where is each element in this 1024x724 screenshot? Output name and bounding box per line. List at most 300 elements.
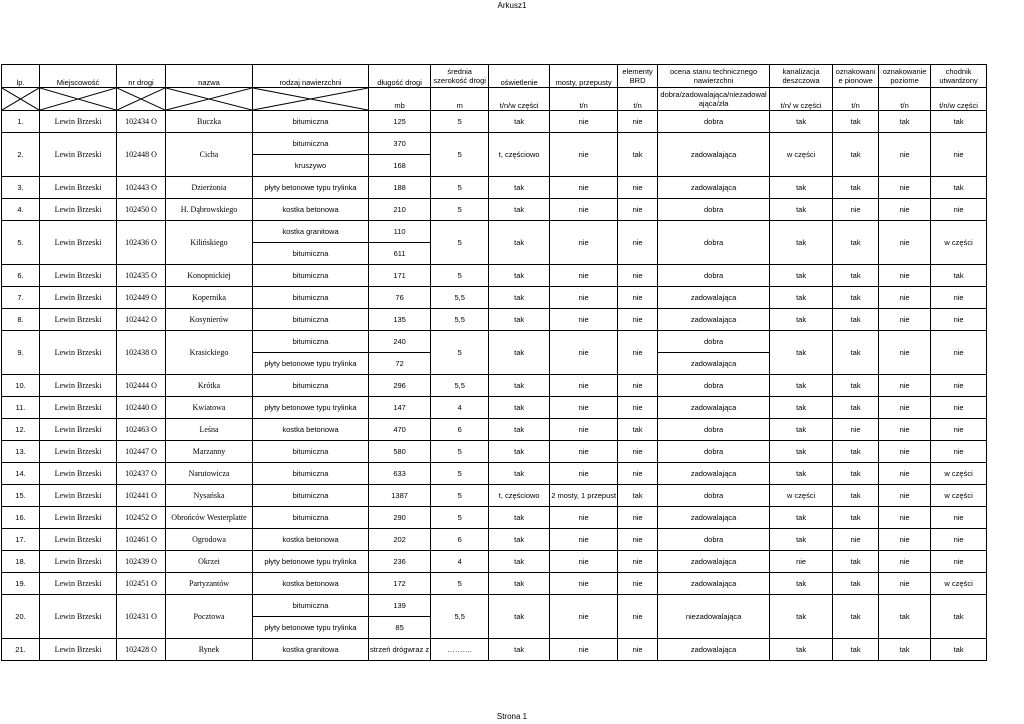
cell-oswietlenie: tak	[489, 595, 550, 639]
cell-pionowe: tak	[833, 551, 879, 573]
cell-ocena: dobra	[658, 199, 770, 221]
cell-nr-drogi: 102434 O	[117, 111, 166, 133]
cell-kanalizacja: tak	[770, 463, 833, 485]
cell-oswietlenie: t, częściowo	[489, 485, 550, 507]
cell-nr-drogi: 102444 O	[117, 375, 166, 397]
cell-chodnik: tak	[931, 111, 987, 133]
cell-nr-drogi: 102439 O	[117, 551, 166, 573]
cell-brd: nie	[618, 287, 658, 309]
cell-miejscowosc: Lewin Brzeski	[40, 529, 117, 551]
cell-szerokosc: 5	[431, 199, 489, 221]
cell-chodnik: nie	[931, 375, 987, 397]
cell-szerokosc: 5,5	[431, 375, 489, 397]
cell-poziome: nie	[879, 331, 931, 375]
cell-brd: nie	[618, 529, 658, 551]
cell-poziome: nie	[879, 287, 931, 309]
cell-poziome: nie	[879, 397, 931, 419]
cell-szerokosc: 5	[431, 177, 489, 199]
cell-lp: 7.	[2, 287, 40, 309]
cell-rodzaj: kostka betonowa	[253, 419, 369, 441]
cell-poziome: nie	[879, 573, 931, 595]
cell-miejscowosc: Lewin Brzeski	[40, 133, 117, 177]
cell-ocena: dobra	[658, 375, 770, 397]
cell-brd: nie	[618, 595, 658, 639]
cell-kanalizacja: tak	[770, 331, 833, 375]
cell-poziome: nie	[879, 507, 931, 529]
cell-nazwa: Partyzantów	[166, 573, 253, 595]
cell-nr-drogi: 102461 O	[117, 529, 166, 551]
cell-mosty: nie	[550, 507, 618, 529]
cell-nazwa: Rynek	[166, 639, 253, 661]
unit-mosty: t/n	[550, 88, 618, 111]
cell-ocena: dobra	[658, 331, 770, 353]
cell-dlugosc: 1387	[369, 485, 431, 507]
unit-poziome: t/n	[879, 88, 931, 111]
cell-pionowe: tak	[833, 507, 879, 529]
cell-miejscowosc: Lewin Brzeski	[40, 507, 117, 529]
table-row	[2, 309, 987, 331]
cell-lp: 2.	[2, 133, 40, 177]
cell-lp: 9.	[2, 331, 40, 375]
cell-chodnik: nie	[931, 309, 987, 331]
table-row	[2, 111, 987, 133]
unit-kanalizacja: t/n/ w części	[770, 88, 833, 111]
unit-brd: t/n	[618, 88, 658, 111]
cell-brd: nie	[618, 375, 658, 397]
cell-poziome: nie	[879, 199, 931, 221]
cell-szerokosc: 5	[431, 573, 489, 595]
cell-ocena: dobra	[658, 111, 770, 133]
cell-nr-drogi: 102442 O	[117, 309, 166, 331]
cell-ocena: dobra	[658, 529, 770, 551]
table-row	[2, 287, 987, 309]
cell-oswietlenie: tak	[489, 287, 550, 309]
cell-nr-drogi: 102436 O	[117, 221, 166, 265]
cell-brd: nie	[618, 309, 658, 331]
table-row	[2, 463, 987, 485]
header-mosty: mosty, przepusty	[550, 65, 618, 88]
cell-szerokosc: 5	[431, 331, 489, 375]
cell-dlugosc: 172	[369, 573, 431, 595]
table-row	[2, 529, 987, 551]
cell-szerokosc: 5	[431, 265, 489, 287]
cell-miejscowosc: Lewin Brzeski	[40, 595, 117, 639]
cell-lp: 1.	[2, 111, 40, 133]
cell-brd: nie	[618, 177, 658, 199]
cell-kanalizacja: w części	[770, 485, 833, 507]
table-row	[2, 331, 987, 353]
cell-poziome: nie	[879, 177, 931, 199]
cell-nazwa: Leśna	[166, 419, 253, 441]
cell-chodnik: nie	[931, 551, 987, 573]
table-row	[2, 639, 987, 661]
cell-rodzaj: bitumiczna	[253, 309, 369, 331]
cell-miejscowosc: Lewin Brzeski	[40, 463, 117, 485]
cell-miejscowosc: Lewin Brzeski	[40, 485, 117, 507]
cell-dlugosc: 580	[369, 441, 431, 463]
cell-dlugosc: 147	[369, 397, 431, 419]
cell-oswietlenie: tak	[489, 419, 550, 441]
cell-dlugosc: 370	[369, 133, 431, 155]
cell-nr-drogi: 102431 O	[117, 595, 166, 639]
table-row	[2, 573, 987, 595]
cell-kanalizacja: tak	[770, 287, 833, 309]
cell-nazwa: Kopernika	[166, 287, 253, 309]
cell-oswietlenie: tak	[489, 265, 550, 287]
table-row	[2, 265, 987, 287]
cell-chodnik: w części	[931, 221, 987, 265]
cell-chodnik: nie	[931, 397, 987, 419]
cell-poziome: nie	[879, 375, 931, 397]
cell-ocena: zadowalająca	[658, 573, 770, 595]
cell-oswietlenie: tak	[489, 529, 550, 551]
cell-nr-drogi: 102437 O	[117, 463, 166, 485]
cell-mosty: nie	[550, 221, 618, 265]
cell-poziome: nie	[879, 309, 931, 331]
cell-brd: tak	[618, 419, 658, 441]
cell-miejscowosc: Lewin Brzeski	[40, 573, 117, 595]
cell-pionowe: tak	[833, 485, 879, 507]
cell-pionowe: tak	[833, 573, 879, 595]
cell-poziome: nie	[879, 529, 931, 551]
header-ocena: ocena stanu technicznego nawierzchni	[658, 65, 770, 88]
cell-chodnik: w części	[931, 573, 987, 595]
cell-ocena: zadowalająca	[658, 309, 770, 331]
cell-mosty: nie	[550, 111, 618, 133]
table-row	[2, 419, 987, 441]
cell-miejscowosc: Lewin Brzeski	[40, 397, 117, 419]
cell-ocena: zadowalająca	[658, 507, 770, 529]
cell-rodzaj: kostka betonowa	[253, 573, 369, 595]
cell-dlugosc: 125	[369, 111, 431, 133]
cell-mosty: nie	[550, 397, 618, 419]
cell-brd: nie	[618, 221, 658, 265]
header-poziome: oznakowanie poziome	[879, 65, 931, 88]
cell-nr-drogi: 102449 O	[117, 287, 166, 309]
cell-mosty: nie	[550, 463, 618, 485]
cell-kanalizacja: tak	[770, 639, 833, 661]
cell-chodnik: nie	[931, 441, 987, 463]
cell-nazwa: Obrońców Westerplatte	[166, 507, 253, 529]
cell-poziome: tak	[879, 595, 931, 639]
cell-nr-drogi: 102447 O	[117, 441, 166, 463]
cell-poziome: nie	[879, 221, 931, 265]
cell-ocena: dobra	[658, 441, 770, 463]
header-szerokosc: średnia szerokość drogi	[431, 65, 489, 88]
cell-mosty: nie	[550, 573, 618, 595]
cell-oswietlenie: tak	[489, 463, 550, 485]
cell-ocena: zadowalająca	[658, 551, 770, 573]
cell-szerokosc: 4	[431, 551, 489, 573]
cell-lp: 6.	[2, 265, 40, 287]
cell-nr-drogi: 102452 O	[117, 507, 166, 529]
cell-rodzaj: bitumiczna	[253, 375, 369, 397]
cell-oswietlenie: tak	[489, 375, 550, 397]
cell-nazwa: Krótka	[166, 375, 253, 397]
cell-dlugosc: 171	[369, 265, 431, 287]
table-row	[2, 441, 987, 463]
cell-pionowe: tak	[833, 265, 879, 287]
cell-szerokosc: 6	[431, 529, 489, 551]
cell-ocena: zadowalająca	[658, 397, 770, 419]
cell-ocena: dobra	[658, 221, 770, 265]
cell-nr-drogi: 102438 O	[117, 331, 166, 375]
cell-miejscowosc: Lewin Brzeski	[40, 331, 117, 375]
table-row	[2, 485, 987, 507]
cell-dlugosc: 139	[369, 595, 431, 617]
cell-kanalizacja: tak	[770, 309, 833, 331]
cell-miejscowosc: Lewin Brzeski	[40, 639, 117, 661]
cell-brd: nie	[618, 507, 658, 529]
cell-brd: nie	[618, 441, 658, 463]
cell-mosty: nie	[550, 287, 618, 309]
cell-brd: nie	[618, 199, 658, 221]
cell-nr-drogi: 102443 O	[117, 177, 166, 199]
cell-poziome: nie	[879, 441, 931, 463]
cell-chodnik: nie	[931, 199, 987, 221]
cell-nr-drogi: 102450 O	[117, 199, 166, 221]
cell-rodzaj: bitumiczna	[253, 441, 369, 463]
cell-pionowe: tak	[833, 331, 879, 375]
cell-nazwa: H. Dąbrowskiego	[166, 199, 253, 221]
cell-oswietlenie: tak	[489, 573, 550, 595]
cell-miejscowosc: Lewin Brzeski	[40, 375, 117, 397]
cell-pionowe: nie	[833, 419, 879, 441]
header-row	[2, 65, 987, 88]
cell-szerokosc: 5	[431, 111, 489, 133]
crossed-cell	[117, 88, 166, 111]
cell-pionowe: tak	[833, 397, 879, 419]
header-miejscowosc: Miejscowość	[40, 65, 117, 88]
cell-pionowe: tak	[833, 221, 879, 265]
cell-ocena: dobra	[658, 485, 770, 507]
table-row	[2, 199, 987, 221]
cell-ocena: zadowalająca	[658, 639, 770, 661]
unit-chodnik: t/n/w części	[931, 88, 987, 111]
cell-chodnik: w części	[931, 485, 987, 507]
cell-dlugosc: 110	[369, 221, 431, 243]
unit-ocena: dobra/zadowalająca/niezadowalająca/zła	[658, 88, 770, 111]
cell-poziome: nie	[879, 133, 931, 177]
cell-nazwa: Ogrodowa	[166, 529, 253, 551]
cell-chodnik: nie	[931, 507, 987, 529]
cell-mosty: nie	[550, 529, 618, 551]
cell-rodzaj: bitumiczna	[253, 265, 369, 287]
cell-rodzaj: bitumiczna	[253, 485, 369, 507]
cell-szerokosc: 4	[431, 397, 489, 419]
cell-nazwa: Narutowicza	[166, 463, 253, 485]
cell-rodzaj: bitumiczna	[253, 133, 369, 155]
table-row	[2, 133, 987, 155]
cell-mosty: nie	[550, 133, 618, 177]
table-row	[2, 221, 987, 243]
cell-oswietlenie: tak	[489, 441, 550, 463]
cell-kanalizacja: tak	[770, 375, 833, 397]
cell-dlugosc: 135	[369, 309, 431, 331]
cell-ocena: dobra	[658, 419, 770, 441]
cell-poziome: nie	[879, 463, 931, 485]
cell-szerokosc: 5	[431, 221, 489, 265]
crossed-cell	[166, 88, 253, 111]
cell-dlugosc: 188	[369, 177, 431, 199]
header-brd: elementy BRD	[618, 65, 658, 88]
cell-oswietlenie: t, częściowo	[489, 133, 550, 177]
cell-dlugosc: 168	[369, 155, 431, 177]
cell-nr-drogi: 102440 O	[117, 397, 166, 419]
cell-mosty: nie	[550, 595, 618, 639]
cell-ocena: dobra	[658, 265, 770, 287]
unit-oswietlenie: t/n/w części	[489, 88, 550, 111]
cell-kanalizacja: tak	[770, 397, 833, 419]
cell-szerokosc: 5,5	[431, 309, 489, 331]
cell-nazwa: Marzanny	[166, 441, 253, 463]
cell-mosty: nie	[550, 375, 618, 397]
cell-oswietlenie: tak	[489, 397, 550, 419]
cell-oswietlenie: tak	[489, 199, 550, 221]
cell-szerokosc: 5,5	[431, 595, 489, 639]
cell-pionowe: nie	[833, 529, 879, 551]
cell-ocena: zadowalająca	[658, 133, 770, 177]
cell-szerokosc: 6	[431, 419, 489, 441]
roads-table	[1, 64, 987, 661]
cell-oswietlenie: tak	[489, 309, 550, 331]
cell-dlugosc: 240	[369, 331, 431, 353]
cell-lp: 3.	[2, 177, 40, 199]
cell-kanalizacja: tak	[770, 177, 833, 199]
cell-rodzaj: płyty betonowe typu trylinka	[253, 617, 369, 639]
cell-mosty: nie	[550, 309, 618, 331]
cell-brd: nie	[618, 573, 658, 595]
cell-oswietlenie: tak	[489, 221, 550, 265]
cell-brd: nie	[618, 111, 658, 133]
cell-chodnik: nie	[931, 419, 987, 441]
cell-lp: 8.	[2, 309, 40, 331]
cell-szerokosc: 5	[431, 485, 489, 507]
cell-rodzaj: płyty betonowe typu trylinka	[253, 177, 369, 199]
cell-rodzaj: bitumiczna	[253, 595, 369, 617]
cell-rodzaj: płyty betonowe typu trylinka	[253, 551, 369, 573]
cell-kanalizacja: tak	[770, 111, 833, 133]
cell-ocena: zadowalająca	[658, 177, 770, 199]
cell-miejscowosc: Lewin Brzeski	[40, 309, 117, 331]
cell-dlugosc: strzeń drógwraz z	[369, 639, 431, 661]
header-rodzaj: rodzaj nawierzchni	[253, 65, 369, 88]
cell-nr-drogi: 102435 O	[117, 265, 166, 287]
cell-lp: 19.	[2, 573, 40, 595]
cell-mosty: 2 mosty, 1 przepust	[550, 485, 618, 507]
header-pionowe: oznakowanie pionowe	[833, 65, 879, 88]
cell-miejscowosc: Lewin Brzeski	[40, 265, 117, 287]
cell-rodzaj: bitumiczna	[253, 111, 369, 133]
cell-dlugosc: 296	[369, 375, 431, 397]
cell-rodzaj: bitumiczna	[253, 507, 369, 529]
cell-chodnik: nie	[931, 133, 987, 177]
cell-nazwa: Pocztowa	[166, 595, 253, 639]
header-dlugosc: długość drogi	[369, 65, 431, 88]
cell-szerokosc: 5	[431, 133, 489, 177]
cell-brd: tak	[618, 485, 658, 507]
cell-kanalizacja: tak	[770, 199, 833, 221]
cell-poziome: nie	[879, 419, 931, 441]
cell-chodnik: tak	[931, 639, 987, 661]
table-row	[2, 375, 987, 397]
cell-lp: 10.	[2, 375, 40, 397]
cell-dlugosc: 290	[369, 507, 431, 529]
cell-nazwa: Nysańska	[166, 485, 253, 507]
cell-brd: nie	[618, 551, 658, 573]
table-row	[2, 177, 987, 199]
cell-lp: 15.	[2, 485, 40, 507]
cell-poziome: tak	[879, 111, 931, 133]
table-row	[2, 551, 987, 573]
cell-rodzaj: bitumiczna	[253, 463, 369, 485]
cell-nazwa: Kwiatowa	[166, 397, 253, 419]
cell-oswietlenie: tak	[489, 507, 550, 529]
cell-rodzaj: płyty betonowe typu trylinka	[253, 397, 369, 419]
cell-szerokosc: 5	[431, 441, 489, 463]
cell-dlugosc: 633	[369, 463, 431, 485]
cell-poziome: nie	[879, 551, 931, 573]
cell-ocena: zadowalająca	[658, 463, 770, 485]
cell-dlugosc: 85	[369, 617, 431, 639]
cell-mosty: nie	[550, 331, 618, 375]
cell-lp: 20.	[2, 595, 40, 639]
cell-rodzaj: kruszywo	[253, 155, 369, 177]
cell-pionowe: tak	[833, 463, 879, 485]
cell-nr-drogi: 102428 O	[117, 639, 166, 661]
header-chodnik: chodnik utwardzony	[931, 65, 987, 88]
cell-lp: 4.	[2, 199, 40, 221]
crossed-cell	[40, 88, 117, 111]
cell-nr-drogi: 102451 O	[117, 573, 166, 595]
cell-ocena: zadowalająca	[658, 353, 770, 375]
cell-rodzaj: kostka granitowa	[253, 221, 369, 243]
cell-poziome: tak	[879, 639, 931, 661]
cell-miejscowosc: Lewin Brzeski	[40, 441, 117, 463]
cell-rodzaj: bitumiczna	[253, 243, 369, 265]
cell-ocena: niezadowalająca	[658, 595, 770, 639]
cell-brd: tak	[618, 133, 658, 177]
cell-dlugosc: 76	[369, 287, 431, 309]
header-kanalizacja: kanalizacja deszczowa	[770, 65, 833, 88]
cell-pionowe: tak	[833, 441, 879, 463]
cell-kanalizacja: tak	[770, 441, 833, 463]
cell-pionowe: tak	[833, 639, 879, 661]
cell-pionowe: tak	[833, 595, 879, 639]
cell-brd: nie	[618, 639, 658, 661]
cell-poziome: nie	[879, 265, 931, 287]
cell-lp: 11.	[2, 397, 40, 419]
cell-kanalizacja: w części	[770, 133, 833, 177]
table-row	[2, 397, 987, 419]
cell-nazwa: Krasickiego	[166, 331, 253, 375]
units-row	[2, 88, 987, 111]
cell-lp: 12.	[2, 419, 40, 441]
cell-rodzaj: kostka betonowa	[253, 199, 369, 221]
sheet-title: Arkusz1	[497, 1, 527, 10]
cell-kanalizacja: tak	[770, 265, 833, 287]
cell-kanalizacja: tak	[770, 573, 833, 595]
cell-oswietlenie: tak	[489, 331, 550, 375]
cell-pionowe: tak	[833, 133, 879, 177]
cell-szerokosc: 5,5	[431, 287, 489, 309]
cell-chodnik: tak	[931, 265, 987, 287]
cell-pionowe: tak	[833, 287, 879, 309]
cell-lp: 13.	[2, 441, 40, 463]
cell-lp: 16.	[2, 507, 40, 529]
cell-oswietlenie: tak	[489, 111, 550, 133]
crossed-cell	[253, 88, 369, 111]
